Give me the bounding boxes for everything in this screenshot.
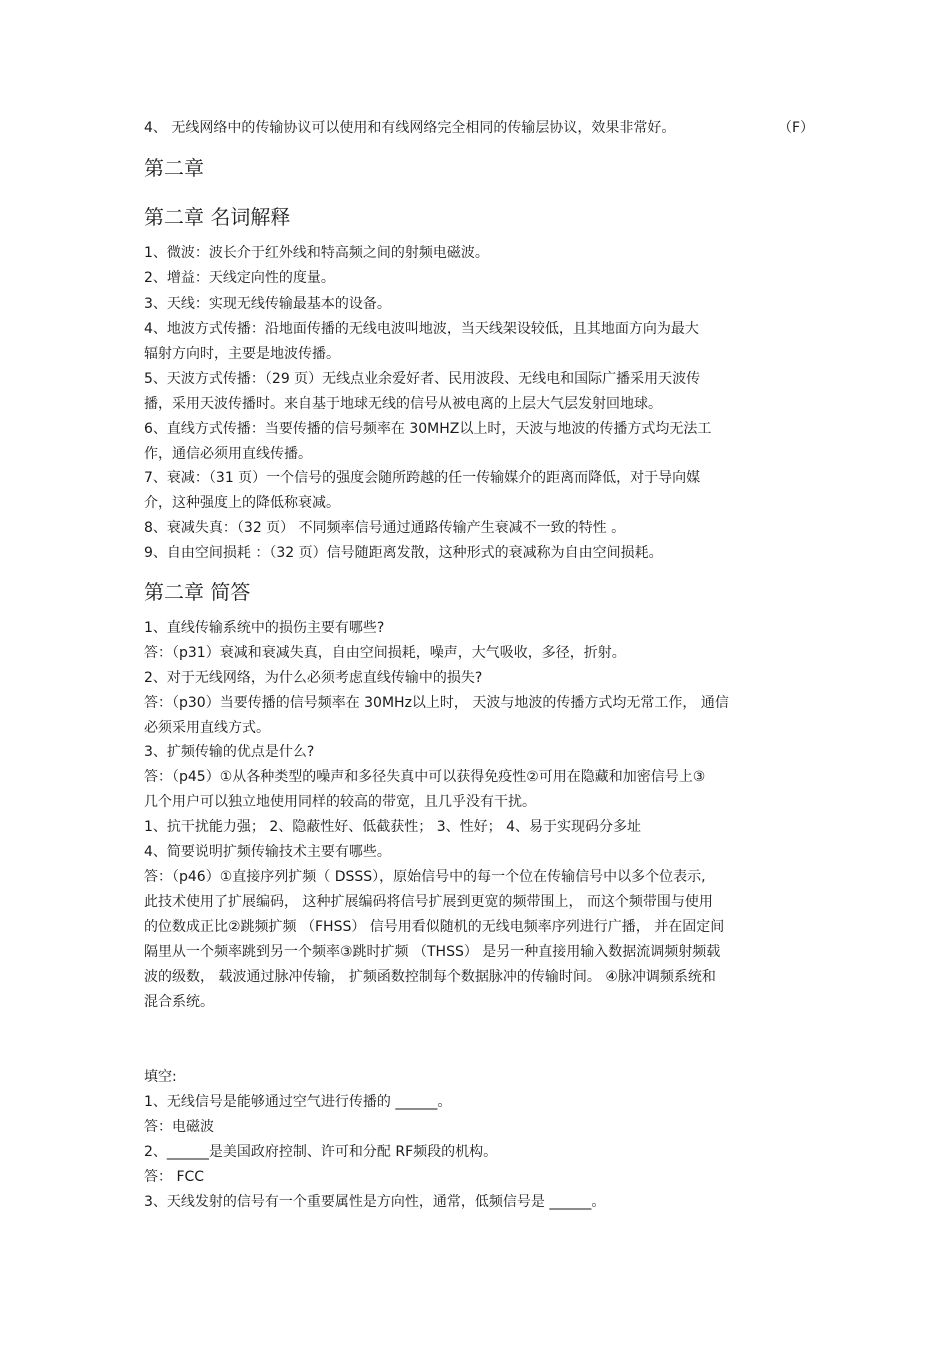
short-answer-line: 答：（p30）当要传播的信号频率在 30MHz以上时， 天波与地波的传播方式均无常工作， 通信	[144, 695, 729, 711]
short-answer-line: 1、抗干扰能力强； 2、隐蔽性好、低截获性； 3、性好； 4、易于实现码分多址	[144, 819, 641, 835]
term-line: 7、衰减：（31 页）一个信号的强度会随所跨越的任一传输媒介的距离而降低，对于导向媒	[144, 470, 701, 486]
short-answer-heading: 第二章 简答	[144, 580, 251, 604]
short-answer-line: 隔里从一个频率跳到另一个频率③跳时扩频 （THSS） 是另一种直接用输入数据流调频射频载	[144, 944, 721, 960]
short-answer-line: 3、扩频传输的优点是什么?	[144, 744, 315, 760]
fill-blank-answer: 答：电磁波	[144, 1119, 214, 1135]
fill-blank-line: 3、天线发射的信号有一个重要属性是方向性，通常，低频信号是 ______。	[144, 1194, 606, 1210]
term-line: 3、天线：实现无线传输最基本的设备。	[144, 296, 391, 312]
fill-blank-line: 1、无线信号是能够通过空气进行传播的 ______。	[144, 1094, 452, 1110]
short-answer-line: 混合系统。	[144, 994, 214, 1010]
term-line: 6、直线方式传播：当要传播的信号频率在 30MHZ以上时，天波与地波的传播方式均无法工	[144, 421, 712, 437]
short-answer-line: 答：（p45）①从各种类型的噪声和多径失真中可以获得免疫性②可用在隐藏和加密信号上③	[144, 769, 706, 785]
short-answer-line: 此技术使用了扩展编码， 这种扩展编码将信号扩展到更宽的频带围上， 而这个频带围与使用	[144, 894, 713, 910]
short-answer-line: 答：（p31）衰减和衰减失真，自由空间损耗，噪声，大气吸收，多径，折射。	[144, 645, 626, 661]
term-line: 介，这种强度上的降低称衰减。	[144, 495, 340, 511]
fill-blank-label: 填空:	[144, 1069, 177, 1085]
short-answer-line: 2、对于无线网络，为什么必须考虑直线传输中的损失?	[144, 670, 483, 686]
short-answer-line: 几个用户可以独立地使用同样的较高的带宽，且几乎没有干扰。	[144, 794, 536, 810]
short-answer-line: 必须采用直线方式。	[144, 720, 270, 736]
term-line: 2、增益：天线定向性的度量。	[144, 270, 335, 286]
terms-heading: 第二章 名词解释	[144, 205, 291, 229]
short-answer-line: 4、简要说明扩频传输技术主要有哪些。	[144, 844, 391, 860]
term-line: 1、微波：波长介于红外线和特高频之间的射频电磁波。	[144, 245, 489, 261]
fill-blank-answer: 答： FCC	[144, 1169, 205, 1185]
term-line: 9、自由空间损耗 ：（32 页）信号随距离发散，这种形式的衰减称为自由空间损耗。	[144, 545, 663, 561]
short-answer-line: 波的级数， 载波通过脉冲传输， 扩频函数控制每个数据脉冲的传输时间。 ④脉冲调频系统和	[144, 969, 716, 985]
term-line: 4、地波方式传播：沿地面传播的无线电波叫地波，当天线架设较低，且其地面方向为最大	[144, 321, 699, 337]
short-answer-line: 1、直线传输系统中的损伤主要有哪些?	[144, 620, 385, 636]
term-line: 播，采用天波传播时。来自基于地球无线的信号从被电离的上层大气层发射回地球。	[144, 396, 662, 412]
short-answer-line: 的位数成正比②跳频扩频 （FHSS） 信号用看似随机的无线电频率序列进行广播， 并在固定间	[144, 919, 725, 935]
chapter-heading: 第二章	[144, 156, 204, 180]
term-line: 辐射方向时，主要是地波传播。	[144, 346, 340, 362]
fill-blank-line: 2、______是美国政府控制、许可和分配 RF频段的机构。	[144, 1144, 498, 1160]
term-line: 作，通信必须用直线传播。	[144, 446, 312, 462]
term-line: 8、衰减失真：（32 页） 不同频率信号通过通路传输产生衰减不一致的特性 。	[144, 520, 626, 536]
short-answer-line: 答：（p46）①直接序列扩频（ DSSS），原始信号中的每一个位在传输信号中以多个位表示,	[144, 869, 706, 885]
term-line: 5、天波方式传播：（29 页）无线点业余爱好者、民用波段、无线电和国际广播采用天波传	[144, 371, 701, 387]
question-4-true-false: 4、 无线网络中的传输协议可以使用和有线网络完全相同的传输层协议，效果非常好。	[144, 120, 676, 136]
question-4-answer: （F）	[778, 120, 815, 136]
